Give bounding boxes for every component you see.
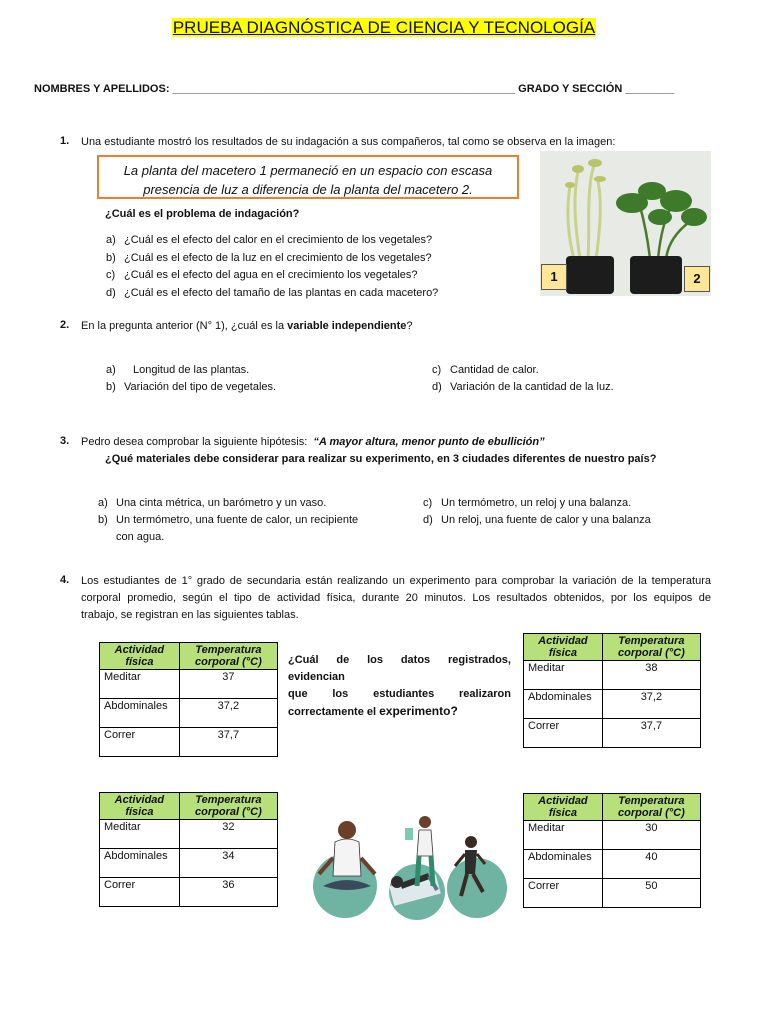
q4-line-2: corporal promedio, según el tipo de actividad física, durante 20 minutos. Los resultados obtenidos, por los equipos de xyxy=(81,592,711,604)
table-row: Correr 37,7 xyxy=(100,728,278,757)
exercise-illustration xyxy=(305,808,515,920)
q2-option-d[interactable]: d) Variación de la cantidad de la luz. xyxy=(432,381,614,393)
q1-option-c[interactable]: c) ¿Cuál es el efecto del agua en el crecimiento los vegetales? xyxy=(106,269,418,281)
table-header-activity: Actividad física xyxy=(524,634,603,661)
table-row: Meditar 30 xyxy=(524,821,701,850)
table-header-activity: Actividad física xyxy=(524,794,603,821)
q3-option-b-cont: con agua. xyxy=(116,531,165,543)
q4-line-1: Los estudiantes de 1° grado de secundaria están realizando un experimento para comprobar la variación de la temperatura xyxy=(81,575,711,587)
q2-text: En la pregunta anterior (N° 1), ¿cuál es la variable independiente? xyxy=(81,320,413,332)
q2-option-c[interactable]: c) Cantidad de calor. xyxy=(432,364,539,376)
q3-number: 3. xyxy=(60,435,70,447)
q1-option-a[interactable]: a) ¿Cuál es el efecto del calor en el crecimiento de los vegetales? xyxy=(106,234,433,246)
q4-line-3: trabajo, se registran en las siguientes tablas. xyxy=(81,609,299,621)
q2-option-b[interactable]: b) Variación del tipo de vegetales. xyxy=(106,381,277,393)
q3-question: ¿Qué materiales debe considerar para realizar su experimento, en 3 ciudades diferentes de nuestro país? xyxy=(105,453,657,465)
table-row: Abdominales 37,2 xyxy=(524,690,701,719)
q4-text xyxy=(81,573,711,624)
q1-question: ¿Cuál es el problema de indagación? xyxy=(105,208,300,220)
q1-observation-box xyxy=(97,155,519,199)
q1-option-b[interactable]: b) ¿Cuál es el efecto de la luz en el crecimiento de los vegetales? xyxy=(106,251,432,264)
table-row: Correr 50 xyxy=(524,879,701,908)
pot-1-badge: 1 xyxy=(541,264,567,290)
table-row: Abdominales 34 xyxy=(100,849,278,878)
pot-2-badge: 2 xyxy=(684,266,710,292)
q4-number: 4. xyxy=(60,574,70,586)
q1-box-line1: La planta del macetero 1 permaneció en un espacio con escasa xyxy=(123,163,493,178)
q3-option-c[interactable]: c) Un termómetro, un reloj y una balanza. xyxy=(423,497,632,509)
q1-number: 1. xyxy=(60,135,70,147)
table-row: Abdominales 37,2 xyxy=(100,699,278,728)
q1-text: Una estudiante mostró los resultados de su indagación a sus compañeros, tal como se observa en la imagen: xyxy=(81,136,616,148)
table-header-temperature: Temperatura corporal (°C) xyxy=(179,793,277,820)
q4-question-line-3: correctamente el experimento? xyxy=(288,704,458,718)
data-table-4 xyxy=(523,793,701,908)
q2-option-a[interactable]: a) Longitud de las plantas. xyxy=(106,364,250,376)
table-row: Correr 37,7 xyxy=(524,719,701,748)
table-row: Meditar 32 xyxy=(100,820,278,849)
q3-option-d[interactable]: d) Un reloj, una fuente de calor y una balanza xyxy=(423,514,651,526)
table-row: Meditar 37 xyxy=(100,670,278,699)
data-table-2 xyxy=(523,633,701,748)
table-header-temperature: Temperatura corporal (°C) xyxy=(602,794,700,821)
table-header-temperature: Temperatura corporal (°C) xyxy=(179,643,277,670)
page-title: PRUEBA DIAGNÓSTICA DE CIENCIA Y TECNOLOGÍA xyxy=(172,18,596,37)
table-header-activity: Actividad física xyxy=(100,793,180,820)
plants-photo xyxy=(540,151,711,296)
data-table-1 xyxy=(99,642,278,757)
table-row: Meditar 38 xyxy=(524,661,701,690)
table-header-activity: Actividad física xyxy=(100,643,180,670)
q1-box-line2: presencia de luz a diferencia de la planta del macetero 2. xyxy=(143,182,473,197)
q1-options xyxy=(106,232,438,302)
q4-question-line-1: ¿Cuál de los datos registrados, evidencian xyxy=(288,654,511,683)
data-table-3 xyxy=(99,792,278,907)
q3-option-a[interactable]: a) Una cinta métrica, un barómetro y un vaso. xyxy=(98,497,327,509)
people-exercising-image xyxy=(305,808,515,920)
q2-number: 2. xyxy=(60,319,70,331)
table-row: Abdominales 40 xyxy=(524,850,701,879)
table-row: Correr 36 xyxy=(100,878,278,907)
q1-option-d[interactable]: d) ¿Cuál es el efecto del tamaño de las plantas en cada macetero? xyxy=(106,286,439,299)
q4-question xyxy=(288,652,511,721)
table-header-temperature: Temperatura corporal (°C) xyxy=(602,634,700,661)
names-grade-line: NOMBRES Y APELLIDOS: ________________________________________________________ GRADO Y SECCIÓN ________ xyxy=(34,83,675,95)
q3-option-b[interactable]: b) Un termómetro, una fuente de calor, un recipiente xyxy=(98,514,359,526)
q3-text: Pedro desea comprobar la siguiente hipótesis: “A mayor altura, menor punto de ebullición” xyxy=(81,436,545,448)
q4-question-line-2: que los estudiantes realizaron xyxy=(288,688,511,700)
